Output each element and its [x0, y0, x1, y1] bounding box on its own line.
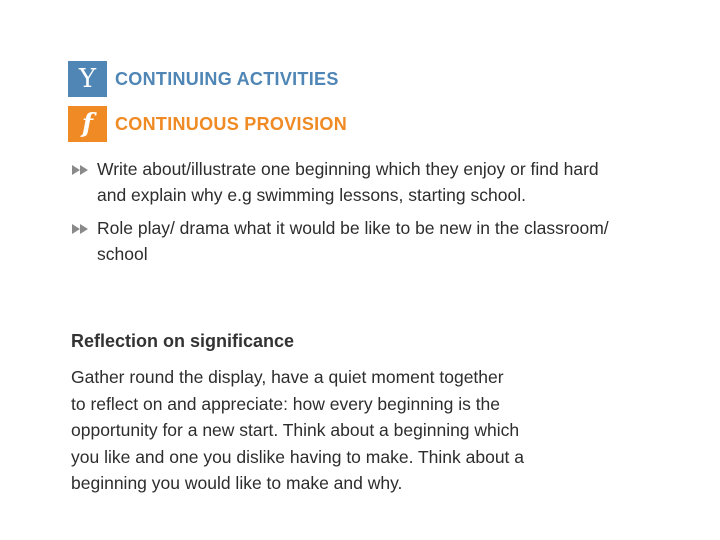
double-chevron-right-icon [72, 224, 90, 234]
continuing-activities-header [68, 61, 339, 97]
reflection-line: beginning you would like to make and why. [71, 473, 403, 493]
list-item-text: Role play/ drama what it would be like to be new in the classroom/ school [97, 218, 609, 264]
list-item [72, 156, 632, 208]
y-badge-icon: Y [68, 61, 107, 97]
f-badge-icon: f [68, 106, 107, 142]
reflection-line: opportunity for a new start. Think about a beginning which [71, 420, 520, 440]
list-item [72, 215, 632, 267]
activity-list [72, 156, 632, 274]
continuous-provision-label: CONTINUOUS PROVISION [115, 113, 348, 134]
reflection-line: you like and one you dislike having to make. Think about a [71, 446, 525, 467]
continuing-activities-label: CONTINUING ACTIVITIES [115, 68, 339, 89]
list-item-text: Write about/illustrate one beginning which they enjoy or find hard and explain why e.g swimming lessons, starting school. [97, 159, 599, 205]
reflection-line: Gather round the display, have a quiet moment together [71, 367, 504, 387]
double-chevron-right-icon [72, 165, 90, 175]
continuous-provision-header [68, 106, 347, 142]
reflection-line: to reflect on and appreciate: how every beginning is the [71, 393, 501, 414]
reflection-heading: Reflection on significance [71, 331, 295, 351]
reflection-paragraph [71, 364, 631, 497]
